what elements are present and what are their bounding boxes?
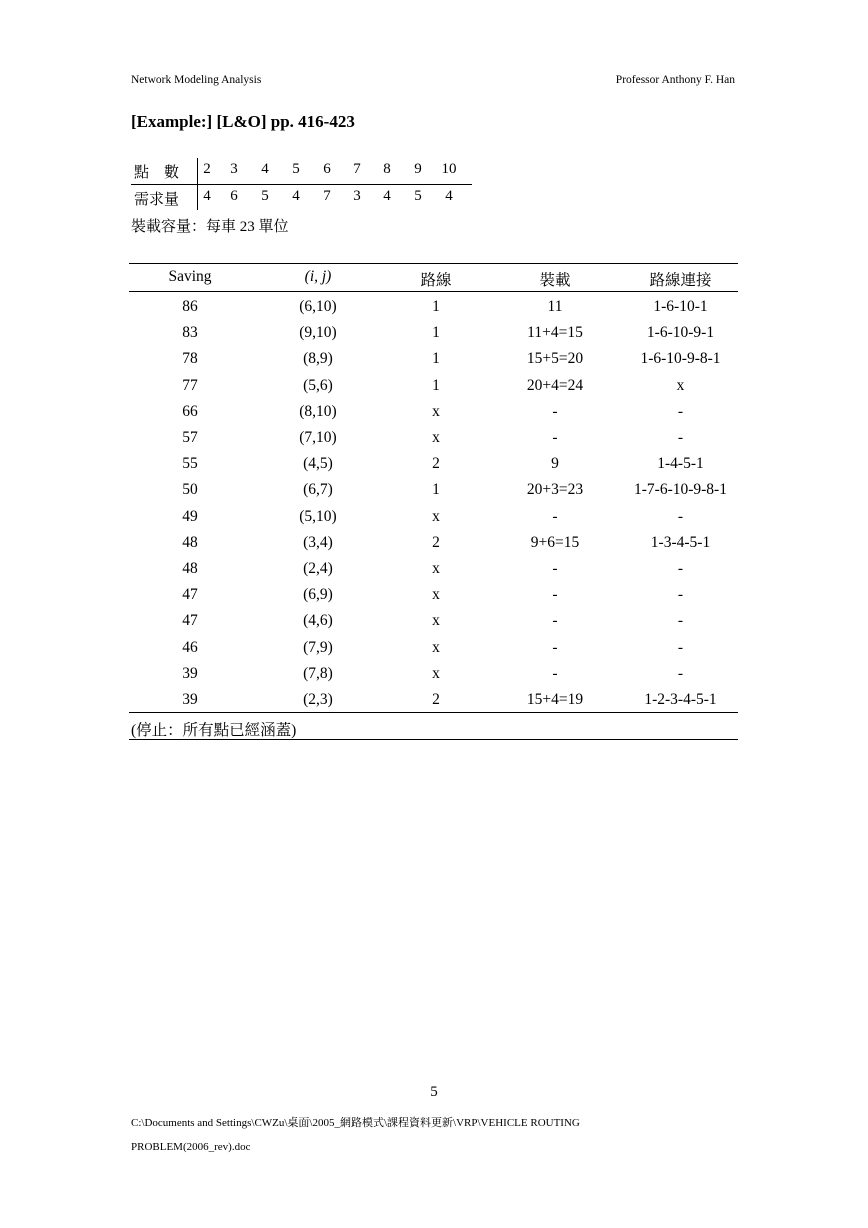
point-cell: 6 — [323, 161, 331, 177]
table-row — [129, 377, 738, 403]
saving-cell: 48 — [182, 533, 198, 551]
point-cell: 8 — [383, 161, 391, 177]
header-route: 路線 — [420, 272, 452, 289]
table-row — [129, 508, 738, 534]
route-cell: 2 — [432, 533, 440, 551]
load-cell: - — [552, 560, 558, 577]
table-row — [129, 612, 738, 638]
route-cell: x — [432, 429, 440, 446]
page-number: 5 — [430, 1084, 438, 1100]
load-cell: 15+5=20 — [526, 350, 584, 368]
saving-cell: 77 — [182, 376, 198, 394]
route-cell: 1 — [432, 376, 440, 394]
saving-cell: 50 — [182, 481, 198, 499]
saving-cell: 48 — [182, 560, 198, 577]
saving-cell: 39 — [182, 664, 198, 682]
load-cell: - — [552, 429, 558, 446]
pair-cell: (6,9) — [303, 586, 333, 604]
demand-cell: 5 — [261, 188, 269, 204]
demand-cell: 7 — [323, 188, 331, 204]
pair-cell: (6,7) — [303, 481, 333, 499]
table-row — [129, 350, 738, 376]
table-divider-horizontal — [131, 184, 472, 185]
pair-cell: (9,10) — [299, 324, 337, 342]
pair-cell: (7,10) — [299, 429, 337, 446]
route-link-cell: - — [677, 664, 684, 682]
saving-cell: 46 — [182, 638, 198, 656]
example-title: [Example:] [L&O] pp. 416-423 — [131, 112, 355, 131]
pair-cell: (3,4) — [303, 533, 333, 551]
footer-file-name: PROBLEM(2006_rev).doc — [131, 1141, 251, 1153]
load-cell: 15+4=19 — [526, 691, 584, 708]
route-cell: x — [432, 638, 440, 656]
route-link-cell: - — [677, 586, 684, 604]
table-row — [129, 534, 738, 560]
route-link-cell: 1-3-4-5-1 — [650, 533, 711, 551]
load-cell: 11 — [547, 298, 563, 315]
table-row — [129, 691, 738, 717]
point-cell: 5 — [292, 161, 300, 177]
load-cell: - — [552, 586, 558, 604]
table-row — [129, 429, 738, 455]
load-cell: - — [552, 664, 558, 682]
saving-cell: 57 — [182, 429, 198, 446]
demand-cell: 5 — [414, 188, 422, 204]
route-link-cell: - — [677, 560, 684, 577]
route-link-cell: 1-6-10-1 — [653, 298, 708, 315]
saving-cell: 86 — [182, 298, 198, 315]
points-row-label: 點 數 — [134, 165, 180, 181]
saving-cell: 49 — [182, 507, 198, 525]
load-cell: 20+3=23 — [526, 481, 584, 499]
demand-cell: 4 — [292, 188, 300, 204]
point-cell: 2 — [203, 161, 211, 177]
demand-cell: 3 — [353, 188, 361, 204]
vehicle-capacity-note: 裝載容量：每車 23 單位 — [131, 219, 289, 235]
route-cell: x — [432, 612, 440, 630]
table-row — [129, 403, 738, 429]
pair-cell: (8,10) — [299, 402, 337, 420]
route-cell: x — [432, 586, 440, 604]
point-cell: 4 — [261, 161, 269, 177]
pair-cell: (8,9) — [303, 350, 333, 368]
saving-cell: 83 — [182, 324, 198, 342]
demand-cell: 4 — [445, 188, 453, 204]
pair-cell: (4,5) — [303, 455, 333, 473]
point-cell: 7 — [353, 161, 361, 177]
route-link-cell: 1-6-10-9-1 — [646, 324, 715, 342]
route-link-cell: x — [676, 376, 685, 394]
pair-cell: (6,10) — [299, 298, 337, 315]
route-link-cell: - — [677, 402, 684, 420]
table-row — [129, 639, 738, 665]
saving-cell: 66 — [182, 402, 198, 420]
table-row — [129, 586, 738, 612]
route-link-cell: - — [677, 638, 684, 656]
route-cell: 2 — [432, 455, 440, 473]
load-cell: 9+6=15 — [530, 533, 580, 551]
point-cell: 9 — [414, 161, 422, 177]
demand-cell: 4 — [203, 188, 211, 204]
table-top-rule — [129, 263, 738, 264]
route-cell: x — [432, 402, 440, 420]
demand-cell: 6 — [230, 188, 238, 204]
route-link-cell: - — [677, 507, 684, 525]
table-row — [129, 298, 738, 324]
pair-cell: (7,8) — [303, 664, 333, 682]
route-link-cell: 1-2-3-4-5-1 — [644, 691, 717, 708]
route-link-cell: - — [677, 612, 684, 630]
load-cell: 9 — [551, 455, 559, 473]
header-professor-name: Professor Anthony F. Han — [615, 74, 735, 86]
route-link-cell: 1-7-6-10-9-8-1 — [634, 481, 727, 499]
pair-cell: (5,10) — [299, 507, 337, 525]
header-saving: Saving — [168, 268, 212, 285]
load-cell: - — [552, 638, 558, 656]
saving-cell: 47 — [182, 586, 198, 604]
table-row — [129, 560, 738, 586]
saving-cell: 47 — [182, 612, 198, 630]
table-header-rule — [129, 291, 738, 292]
load-cell: - — [552, 402, 558, 420]
load-cell: 20+4=24 — [526, 376, 584, 394]
demand-row-label: 需求量 — [134, 192, 180, 208]
route-cell: 1 — [432, 481, 440, 499]
load-cell: - — [552, 612, 558, 630]
route-link-cell: 1-6-10-9-8-1 — [640, 350, 721, 368]
route-link-cell: - — [677, 429, 684, 446]
route-link-cell: 1-4-5-1 — [657, 455, 704, 473]
header-ij: (i, j) — [304, 268, 332, 285]
stop-note: (停止：所有點已經涵蓋) — [131, 722, 297, 739]
table-row — [129, 481, 738, 507]
pair-cell: (4,6) — [303, 612, 333, 630]
point-cell: 10 — [441, 161, 457, 177]
saving-cell: 39 — [182, 691, 198, 708]
route-cell: 1 — [432, 350, 440, 368]
route-cell: 1 — [432, 324, 440, 342]
header-load: 裝載 — [539, 272, 571, 289]
table-row — [129, 455, 738, 481]
footer-file-path: C:\Documents and Settings\CWZu\桌面\2005_網路模式\課程資料更新\VRP\VEHICLE ROUTING — [131, 1117, 580, 1129]
route-cell: 2 — [432, 691, 440, 708]
table-bottom-rule — [129, 712, 738, 713]
table-row — [129, 324, 738, 350]
saving-cell: 78 — [182, 350, 198, 368]
route-cell: 1 — [432, 298, 440, 315]
demand-cell: 4 — [383, 188, 391, 204]
saving-cell: 55 — [182, 455, 198, 473]
header-route-link: 路線連接 — [649, 272, 712, 289]
pair-cell: (2,3) — [303, 691, 333, 708]
load-cell: - — [552, 507, 558, 525]
header-course-title: Network Modeling Analysis — [131, 74, 262, 86]
pair-cell: (5,6) — [303, 376, 333, 394]
point-cell: 3 — [230, 161, 238, 177]
route-cell: x — [432, 560, 440, 577]
demand-table — [131, 156, 472, 212]
load-cell: 11+4=15 — [527, 324, 583, 342]
table-row — [129, 665, 738, 691]
route-cell: x — [432, 507, 440, 525]
route-cell: x — [432, 664, 440, 682]
pair-cell: (2,4) — [303, 560, 333, 577]
pair-cell: (7,9) — [303, 638, 333, 656]
